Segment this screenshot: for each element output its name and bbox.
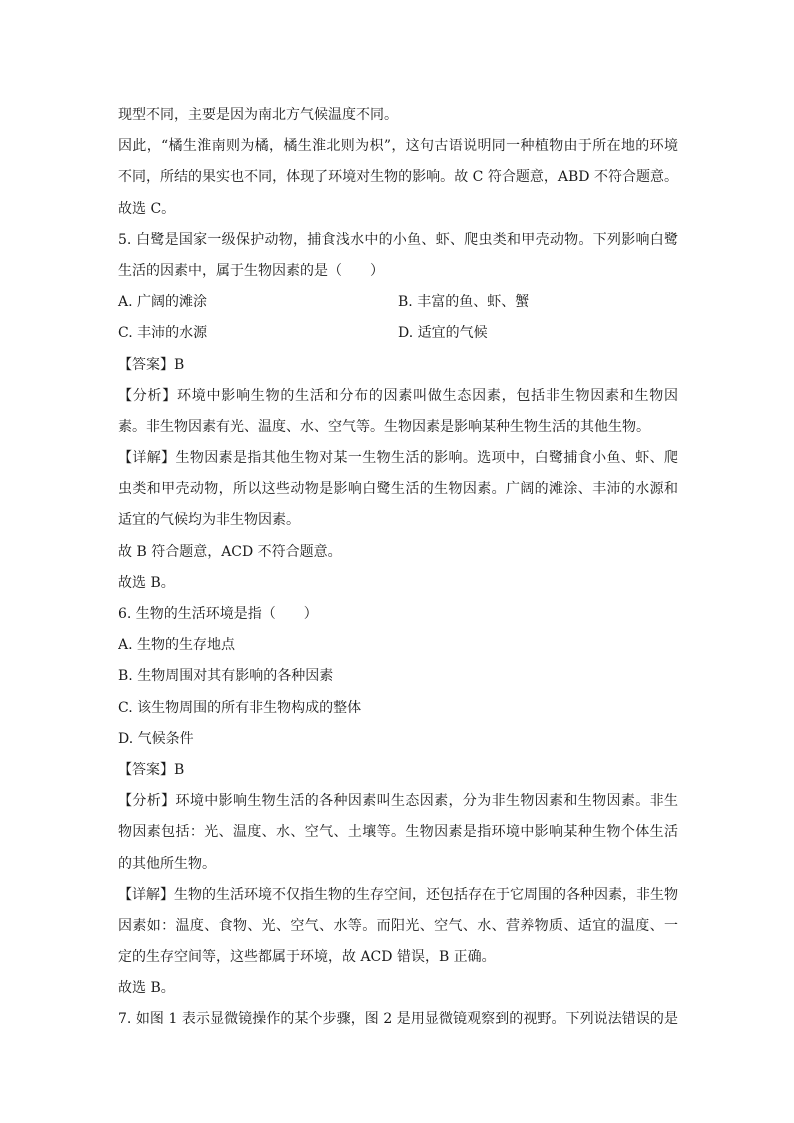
option-d: D. 气候条件: [118, 730, 194, 747]
option-c: C. 该生物周围的所有非生物构成的整体: [118, 699, 362, 716]
detail-line: 因素如：温度、食物、光、空气、水等。而阳光、空气、水、营养物质、适宜的温度、一: [118, 917, 678, 934]
detail-line: 【详解】生物因素是指其他生物对某一生物生活的影响。选项中，白鹭捕食小鱼、虾、爬: [118, 450, 678, 467]
analysis-line: 物因素包括：光、温度、水、空气、土壤等。生物因素是指环境中影响某种生物个体生活: [118, 824, 678, 841]
question-6-stem: 6. 生物的生活环境是指（ ）: [118, 606, 318, 622]
question-5-stem: 5. 白鹭是国家一级保护动物，捕食浅水中的小鱼、虾、爬虫类和甲壳动物。下列影响白鹭: [118, 231, 678, 248]
question-7-stem: 7. 如图 1 表示显微镜操作的某个步骤，图 2 是用显微镜观察到的视野。下列说法错误的是: [118, 1011, 678, 1028]
option-a: A. 生物的生存地点: [118, 637, 236, 654]
detail-line: 虫类和甲壳动物，所以这些动物是影响白鹭生活的生物因素。广阔的滩涂、丰沛的水源和: [118, 481, 678, 498]
analysis-line: 【分析】环境中影响生物的生活和分布的因素叫做生态因素，包括非生物因素和生物因: [118, 387, 678, 404]
detail-line: 故 B 符合题意，ACD 不符合题意。: [118, 543, 342, 560]
option-a: A. 广阔的滩涂: [118, 294, 208, 311]
question-5-options-row-1: [118, 287, 678, 318]
text-line: 因此，“橘生淮南则为橘，橘生淮北则为枳”，这句古语说明同一种植物由于所在地的环境: [118, 138, 678, 155]
option-c: C. 丰沛的水源: [118, 325, 208, 342]
question-5-options-row-2: [118, 318, 678, 349]
answer-label: 【答案】B: [118, 761, 185, 778]
choose-line: 故选 B。: [118, 574, 175, 591]
detail-line: 适宜的气候均为非生物因素。: [118, 512, 300, 529]
page-content: [118, 100, 678, 1036]
detail-line: 【详解】生物的生活环境不仅指生物的生存空间，还包括存在于它周围的各种因素，非生物: [118, 886, 678, 903]
text-line: 现型不同，主要是因为南北方气候温度不同。: [118, 107, 398, 123]
option-d: D. 适宜的气候: [398, 325, 488, 342]
question-5-stem-cont: 生活的因素中，属于生物因素的是（ ）: [118, 262, 384, 279]
option-b: B. 生物周围对其有影响的各种因素: [118, 668, 334, 685]
option-b: B. 丰富的鱼、虾、蟹: [398, 294, 530, 311]
analysis-line: 素。非生物因素有光、温度、水、空气等。生物因素是影响某种生物生活的其他生物。: [118, 418, 650, 435]
detail-line: 定的生存空间等，这些都属于环境，故 ACD 错误，B 正确。: [118, 949, 496, 966]
text-line: 故选 C。: [118, 200, 176, 217]
analysis-line: 【分析】环境中影响生物生活的各种因素叫生态因素，分为非生物因素和生物因素。非生: [118, 793, 678, 810]
answer-label: 【答案】B: [118, 356, 185, 373]
analysis-line: 的其他所生物。: [118, 855, 216, 872]
text-line: 不同，所结的果实也不同，体现了环境对生物的影响。故 C 符合题意，ABD 不符合题意。: [118, 169, 678, 186]
choose-line: 故选 B。: [118, 980, 175, 997]
